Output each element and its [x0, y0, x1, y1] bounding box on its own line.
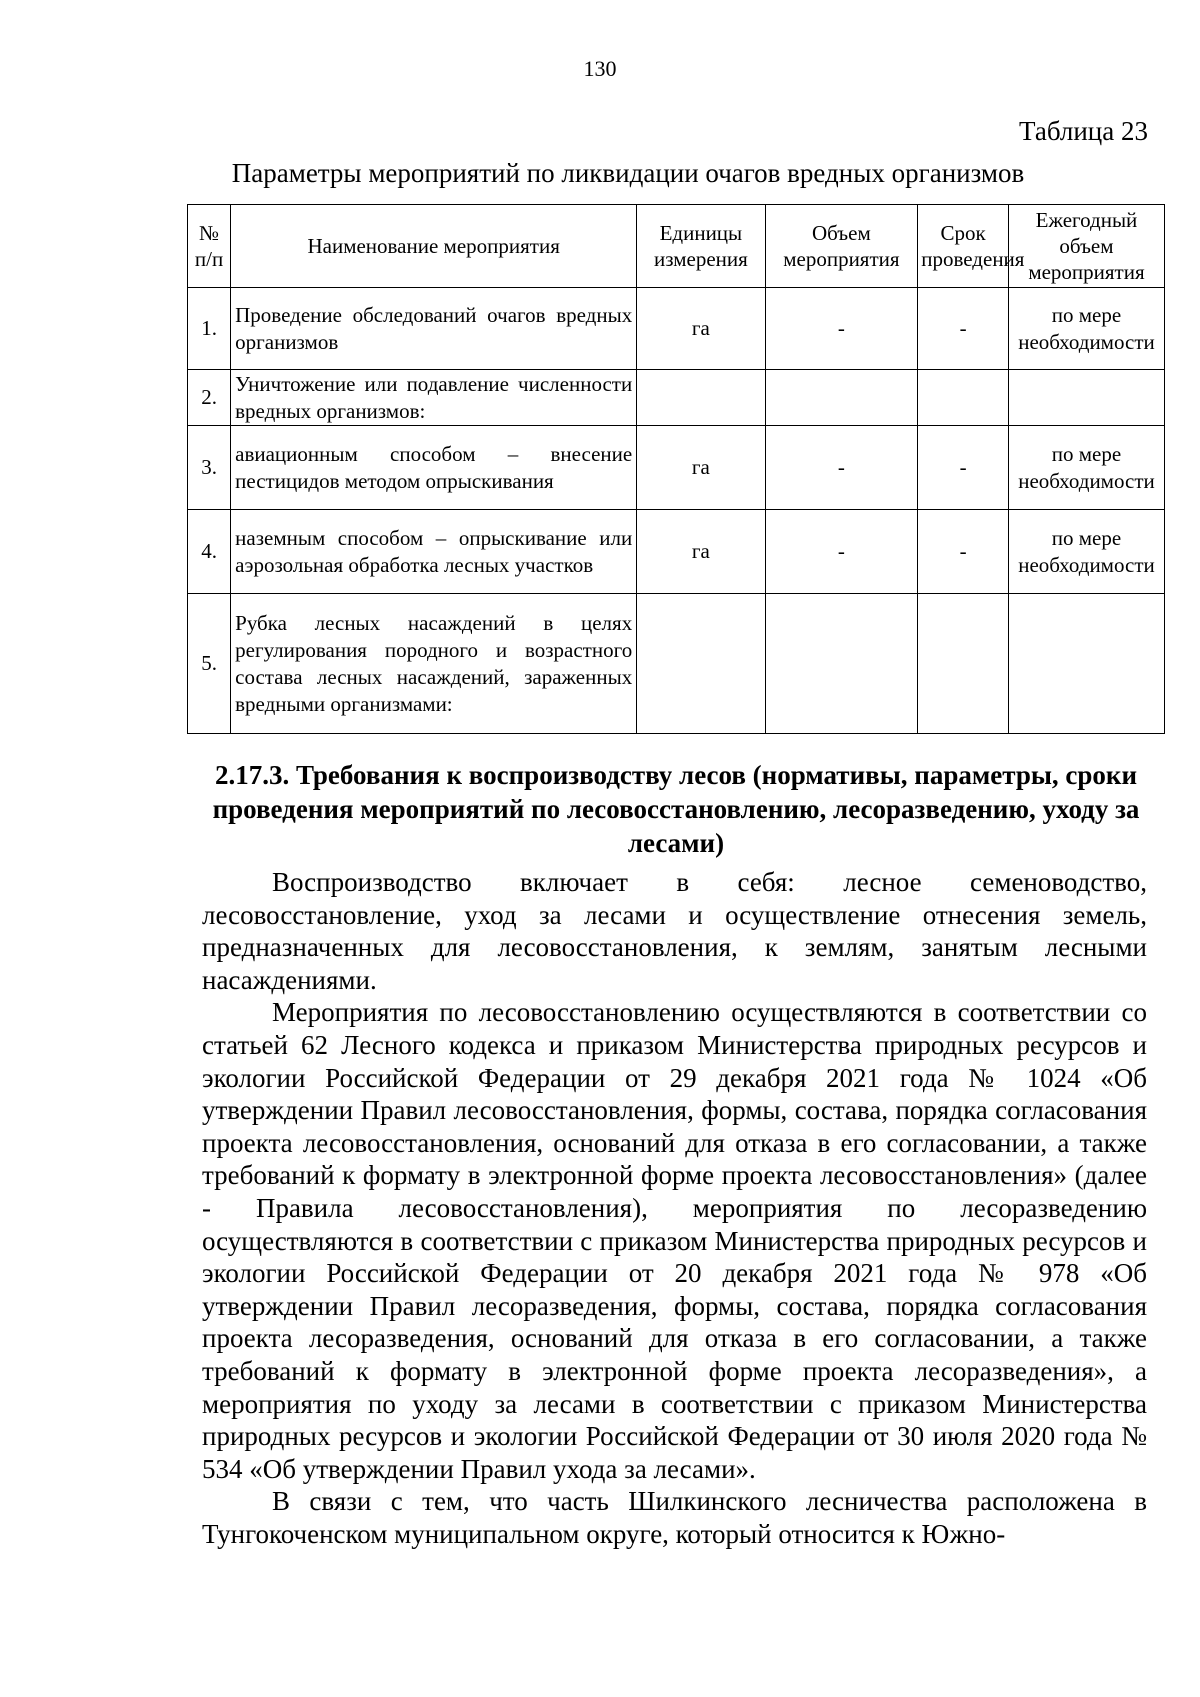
row-num: 5.: [188, 594, 231, 734]
row-annual: [1008, 370, 1164, 426]
row-term: -: [918, 510, 1009, 594]
parameters-table: [187, 204, 1165, 734]
table-row: [188, 426, 1165, 510]
row-unit: га: [637, 288, 765, 370]
body-text: [202, 866, 1147, 1550]
row-term: [918, 594, 1009, 734]
section-heading: 2.17.3. Требования к воспроизводству лесов (нормативы, параметры, сроки проведения мероприятий по лесовосстановлению, лесоразведению, уходу за лесами): [212, 760, 1140, 858]
row-name: Рубка лесных насаждений в целях регулирования породного и возрастного состава лесных насаждений, зараженных вредными организмами:: [231, 594, 637, 734]
header-term: Срок проведения: [918, 205, 1009, 288]
row-annual: по мере необходимости: [1008, 288, 1164, 370]
page-number: 130: [583, 56, 617, 81]
row-volume: -: [765, 510, 918, 594]
row-name: Уничтожение или подавление численности вредных организмов:: [231, 370, 637, 426]
row-volume: -: [765, 426, 918, 510]
row-annual: [1008, 594, 1164, 734]
row-unit: га: [637, 510, 765, 594]
row-name: наземным способом – опрыскивание или аэрозольная обработка лесных участков: [231, 510, 637, 594]
row-unit: [637, 370, 765, 426]
row-annual: по мере необходимости: [1008, 510, 1164, 594]
row-volume: [765, 370, 918, 426]
table-label: Таблица 23: [1019, 116, 1148, 146]
row-num: 1.: [188, 288, 231, 370]
row-name: авиационным способом – внесение пестицидов методом опрыскивания: [231, 426, 637, 510]
header-annual: Ежегодный объем мероприятия: [1008, 205, 1164, 288]
table-row: [188, 594, 1165, 734]
table-header-row: [188, 205, 1165, 288]
table-row: [188, 510, 1165, 594]
header-name: Наименование мероприятия: [231, 205, 637, 288]
paragraph: Мероприятия по лесовосстановлению осуществляются в соответствии со статьей 62 Лесного кодекса и приказом Министерства природных ресурсов и экологии Российской Федерации от 29 декабря 2021 года № 1024 «Об утверждении Правил лесовосстановления, формы, состава, порядка согласования проекта лесовосстановления, оснований для отказа в его согласовании, а также требований к формату в электронной форме проекта лесовосстановления» (далее - Правила лесовосстановления), мероприятия по лесоразведению осуществляются в соответствии с приказом Министерства природных ресурсов и экологии Российской Федерации от 20 декабря 2021 года № 978 «Об утверждении Правил лесоразведения, формы, состава, порядка согласования проекта лесоразведения, оснований для отказа в его согласовании, а также требований к формату в электронной форме проекта лесоразведения», а мероприятия по уходу за лесами в соответствии с приказом Министерства природных ресурсов и экологии Российской Федерации от 30 июля 2020 года № 534 «Об утверждении Правил ухода за лесами».: [202, 997, 1147, 1484]
table-row: [188, 288, 1165, 370]
row-term: -: [918, 288, 1009, 370]
table-title: Параметры мероприятий по ликвидации очагов вредных организмов: [231, 158, 1025, 188]
header-num: № п/п: [188, 205, 231, 288]
row-name: Проведение обследований очагов вредных организмов: [231, 288, 637, 370]
table-row: [188, 370, 1165, 426]
paragraph: В связи с тем, что часть Шилкинского лесничества расположена в Тунгокоченском муниципальном округе, который относится к Южно-: [202, 1486, 1147, 1549]
row-annual: по мере необходимости: [1008, 426, 1164, 510]
row-num: 4.: [188, 510, 231, 594]
row-unit: [637, 594, 765, 734]
row-term: [918, 370, 1009, 426]
paragraph: Воспроизводство включает в себя: лесное семеноводство, лесовосстановление, уход за лесами и осуществление отнесения земель, предназначенных для лесовосстановления, к землям, занятым лесными насаждениями.: [202, 867, 1147, 995]
row-volume: -: [765, 288, 918, 370]
row-num: 2.: [188, 370, 231, 426]
row-num: 3.: [188, 426, 231, 510]
header-unit: Единицы измерения: [637, 205, 765, 288]
row-term: -: [918, 426, 1009, 510]
row-volume: [765, 594, 918, 734]
row-unit: га: [637, 426, 765, 510]
header-volume: Объем мероприятия: [765, 205, 918, 288]
